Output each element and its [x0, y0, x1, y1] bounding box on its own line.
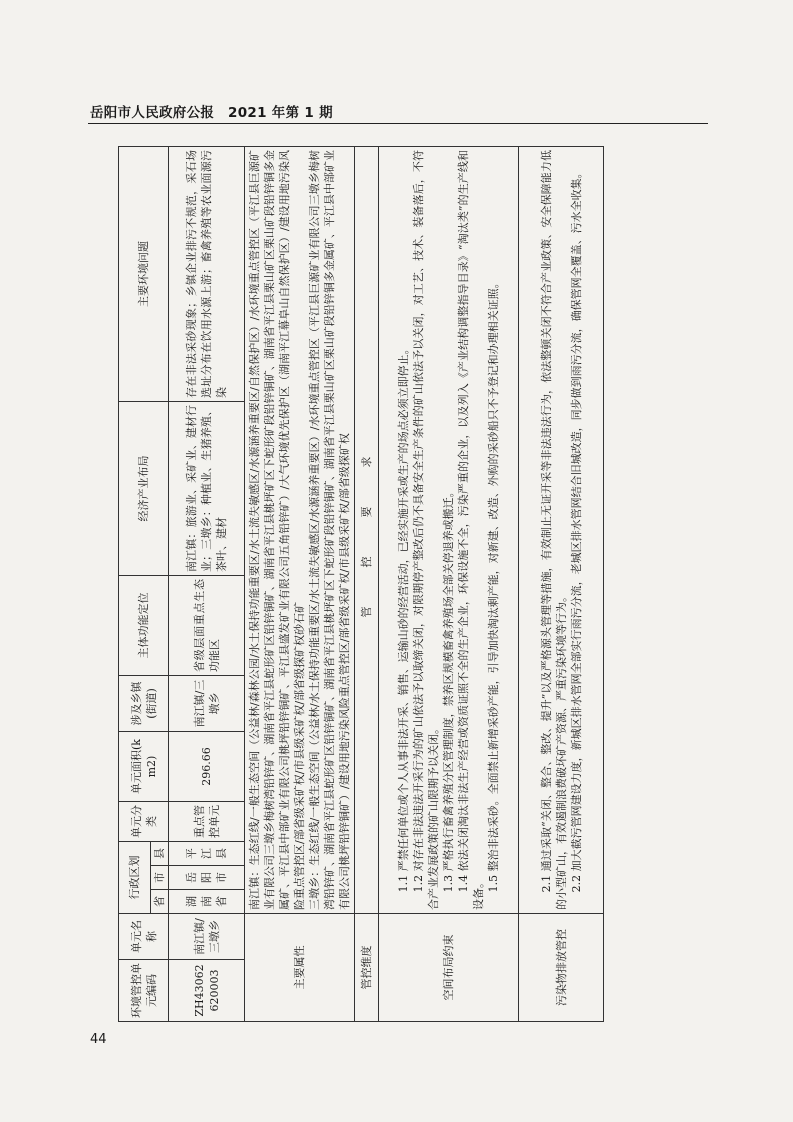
spatial-label: 空间布局约束: [379, 914, 519, 1022]
header-town: 涉及乡镇(街道): [119, 676, 169, 732]
spatial-item: 1.1 严禁任何单位或个人从事非法开采、销售、运输山砂的经营活动，已经实施开采或生产的场点必须立即停止。: [397, 343, 410, 893]
cell-province: 湖南省: [169, 890, 245, 914]
control-requirement-header: 管 控 要 求: [355, 147, 379, 914]
spatial-item: 1.5 整治非法采砂。全面禁止新增采砂产能，引导加快淘汰剩产能，对新建、改造、外购的采砂船只不予登记和办理相关证照。: [487, 277, 500, 893]
attributes-sandun: 三墩乡：生态红线/一般生态空间（公益林/水土保持功能重要区/水土流失敏感区/水源涵养重要区）/水环境重点管控区（平江县巨源矿业有限公司三墩乡梅树湾铅锌矿、湖南省平江县蛇形矿区铅锌铜矿、湖南省平江县桃坪矿区下蛇形矿段铅锌铜矿、湖南省平江县栗山矿区栗山矿段铅锌铜多金属矿、平江县中部矿业有限公司桃坪铅锌铜矿）/建设用地污染风险重点管控区/部省级采矿权/市县级采矿权/部省级探矿权: [308, 150, 351, 910]
cell-function: 省级层面重点生态功能区: [169, 576, 245, 676]
attributes-nanjiang: 南江镇：生态红线/一般生态空间（公益林/森林公园/水土保持功能重要区/水土流失敏感区/水源涵养重要区/自然保护区）/水环境重点管控区（平江县巨源矿业有限公司三墩乡梅树湾铅锌矿、湖南省平江县蛇形矿区铅锌铜矿、湖南省平江县桃坪矿区下蛇形矿段铅锌铜矿、湖南省平江县栗山矿区栗山矿段铅锌铜多金属矿、平江县中部矿业有限公司桃坪铅锌铜矿、平江县盛发矿业有限公司五角铅锌矿）/大气环境优先保护区（湖南平江幕阜山自然保护区）/建设用地污染风险重点管控区/部省级采矿权/市县级采矿权/部省级探矿权砂石矿: [248, 150, 306, 910]
pollution-item: 2.2 加大截污管网建设力度，新城区排水管网全部实行雨污分流，老城区排水管网结合旧城改造，同步做到雨污分流，确保管网全覆盖、污水全收集。: [569, 167, 583, 893]
header-function: 主体功能定位: [119, 576, 169, 676]
attributes-text: [245, 147, 355, 914]
header-economy: 经济产业布局: [119, 402, 169, 576]
cell-category: 重点管控单元: [169, 802, 245, 842]
pollution-label: 污染物排放管控: [519, 914, 604, 1022]
cell-county: 平江县: [169, 842, 245, 866]
header-code: 环境管控单元编码: [119, 960, 169, 1022]
header-category: 单元分类: [119, 802, 169, 842]
pollution-item: 2.1 通过采取“关闭、整合、整改、提升”以及严格源头管理等措施，有效制止无证开采等非法违法行为，依法整顿关闭不符合产业政策、安全保障能力低的小型矿山，有效遏制浪费破坏矿产资源、严重污染环境等行为。: [539, 150, 568, 910]
spatial-item: 1.2 对存在非法违法开采行为的矿山依法予以取缔关闭，对限期停产整改后仍不具备安全生产条件的矿山依法予以关闭，对工艺、技术、装备落后，不符合产业发展政策的矿山限期予以关闭。: [412, 150, 440, 910]
attributes-label: 主要属性: [245, 914, 355, 1022]
header-problem: 主要环境问题: [119, 147, 169, 402]
header-name: 单元名称: [119, 914, 169, 960]
header-province: 省: [151, 890, 169, 914]
rotated-table-wrapper: [118, 147, 603, 1022]
control-unit-table: [118, 146, 604, 1022]
cell-city: 岳阳市: [169, 866, 245, 890]
header-county: 县: [151, 842, 169, 866]
cell-economy: 南江镇：旅游业、采矿业、建材行业；三墩乡：种植业、生猪养殖、茶叶、建材: [169, 402, 245, 576]
cell-town: 南江镇/三墩乡: [169, 676, 245, 732]
cell-name: 南江镇/三墩乡: [169, 914, 245, 960]
header-area: 单元面积(km2): [119, 732, 169, 802]
control-dimension-header: 管控维度: [355, 914, 379, 1022]
spatial-item: 1.3 严格执行畜禽养殖分区管理制度，禁养区规模畜禽养殖场全部关停退养或搬迁。: [442, 486, 455, 893]
spatial-item: 1.4 依法关闭淘汰非法生产经营或资质证照不全的生产企业，环保设施不全，污染严重的企业，以及列入《产业结构调整指导目录》“淘汰类”的生产线和设备。: [457, 150, 485, 910]
cell-code: ZH43062620003: [169, 960, 245, 1022]
page-number: 44: [90, 1032, 107, 1047]
header-admin-region: 行政区划: [119, 842, 151, 914]
header-city: 市: [151, 866, 169, 890]
pollution-items: [519, 147, 604, 914]
cell-problem: 存在非法采砂现象；乡镇企业排污不规范，采石场选址分布在饮用水源上游；畜禽养殖等农业面源污染: [169, 147, 245, 402]
bulletin-header: 岳阳市人民政府公报 2021 年第 1 期: [90, 105, 333, 121]
header-rule: [88, 123, 708, 124]
spatial-items: [379, 147, 519, 914]
cell-area: 296.66: [169, 732, 245, 802]
